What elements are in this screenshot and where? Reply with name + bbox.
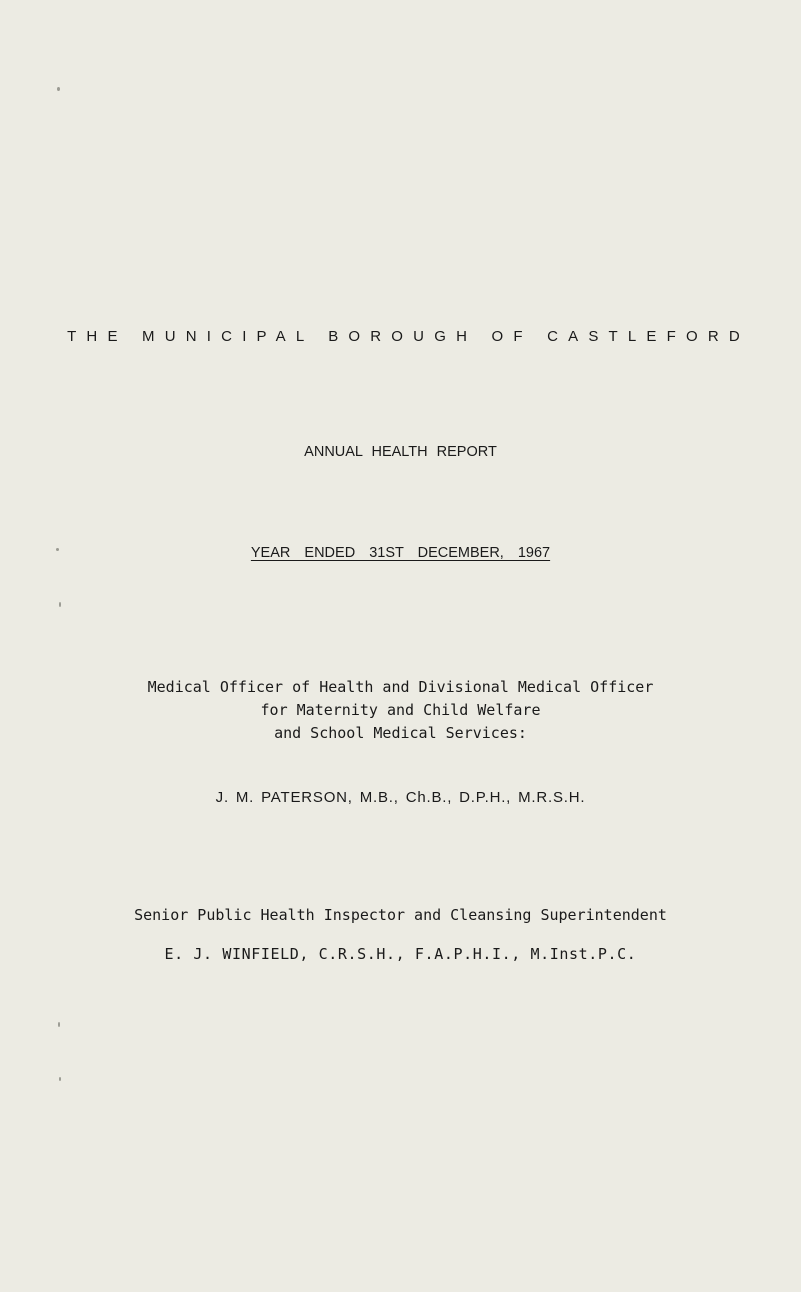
medical-officer-title-line-1: Medical Officer of Health and Divisional Medical Officer [147, 678, 654, 696]
report-title: ANNUAL HEALTH REPORT [304, 444, 497, 460]
medical-officer-title-line-2: for Maternity and Child Welfare [260, 701, 541, 719]
scan-speck [58, 1022, 60, 1027]
borough-title: THE MUNICIPAL BOROUGH OF CASTLEFORD [67, 328, 750, 345]
inspector-name: E. J. WINFIELD, C.R.S.H., F.A.P.H.I., M.Inst.P.C. [164, 945, 637, 963]
medical-officer-name: J. M. PATERSON, M.B., Ch.B., D.P.H., M.R.S.H. [215, 789, 586, 806]
inspector-title: Senior Public Health Inspector and Cleansing Superintendent [134, 906, 667, 924]
scan-speck [59, 602, 61, 607]
scan-speck [57, 87, 60, 91]
scan-speck [59, 1077, 61, 1081]
scan-speck [56, 548, 59, 551]
report-year [0, 545, 801, 561]
medical-officer-title-line-3: and School Medical Services: [274, 724, 527, 742]
report-year-text: YEAR ENDED 31ST DECEMBER, 1967 [250, 545, 551, 561]
